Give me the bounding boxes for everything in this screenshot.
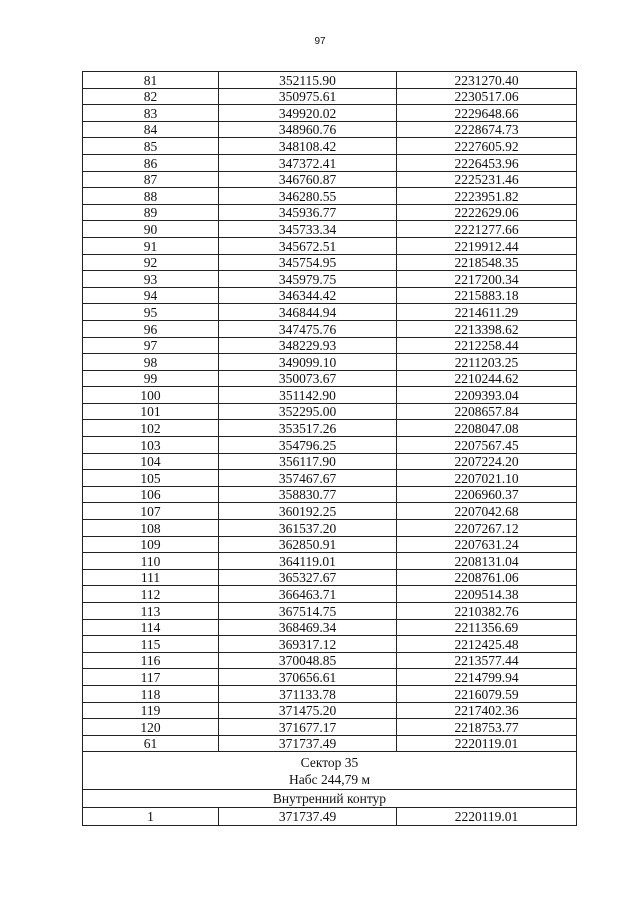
table-row xyxy=(83,619,577,636)
y-coordinate: 2208657.84 xyxy=(397,403,577,420)
y-coordinate: 2218548.35 xyxy=(397,254,577,271)
page-number: 97 xyxy=(314,36,326,47)
table-row xyxy=(83,437,577,454)
table-row xyxy=(83,486,577,503)
point-number: 87 xyxy=(83,171,219,188)
y-coordinate: 2213577.44 xyxy=(397,652,577,669)
y-coordinate: 2215883.18 xyxy=(397,287,577,304)
y-coordinate: 2208047.08 xyxy=(397,420,577,437)
x-coordinate: 371677.17 xyxy=(219,719,397,736)
y-coordinate: 2217200.34 xyxy=(397,271,577,288)
table-row xyxy=(83,470,577,487)
x-coordinate: 371737.49 xyxy=(219,735,397,752)
point-number: 99 xyxy=(83,370,219,387)
x-coordinate: 347372.41 xyxy=(219,154,397,171)
table-row xyxy=(83,287,577,304)
point-number: 103 xyxy=(83,437,219,454)
point-number: 114 xyxy=(83,619,219,636)
point-number: 110 xyxy=(83,553,219,570)
table-row xyxy=(83,403,577,420)
table-row xyxy=(83,453,577,470)
table-row xyxy=(83,636,577,653)
y-coordinate: 2218753.77 xyxy=(397,719,577,736)
y-coordinate: 2206960.37 xyxy=(397,486,577,503)
y-coordinate: 2216079.59 xyxy=(397,685,577,702)
table-row xyxy=(83,536,577,553)
x-coordinate: 345754.95 xyxy=(219,254,397,271)
point-number: 94 xyxy=(83,287,219,304)
table-row xyxy=(83,354,577,371)
y-coordinate: 2231270.40 xyxy=(397,72,577,89)
x-coordinate: 362850.91 xyxy=(219,536,397,553)
coordinates-table-body xyxy=(83,72,577,826)
y-coordinate: 2221277.66 xyxy=(397,221,577,238)
point-number: 89 xyxy=(83,204,219,221)
point-number: 82 xyxy=(83,88,219,105)
x-coordinate: 352115.90 xyxy=(219,72,397,89)
x-coordinate: 345733.34 xyxy=(219,221,397,238)
y-coordinate: 2212258.44 xyxy=(397,337,577,354)
y-coordinate: 2210382.76 xyxy=(397,603,577,620)
y-coordinate: 2207042.68 xyxy=(397,503,577,520)
table-row xyxy=(83,271,577,288)
table-row xyxy=(83,72,577,89)
table-row xyxy=(83,188,577,205)
y-coordinate: 2207021.10 xyxy=(397,470,577,487)
x-coordinate: 346760.87 xyxy=(219,171,397,188)
y-coordinate: 2211356.69 xyxy=(397,619,577,636)
table-row xyxy=(83,171,577,188)
x-coordinate: 370048.85 xyxy=(219,652,397,669)
point-number: 105 xyxy=(83,470,219,487)
point-number: 88 xyxy=(83,188,219,205)
y-coordinate: 2208761.06 xyxy=(397,569,577,586)
table-row xyxy=(83,586,577,603)
point-number: 81 xyxy=(83,72,219,89)
point-number: 106 xyxy=(83,486,219,503)
x-coordinate: 358830.77 xyxy=(219,486,397,503)
x-coordinate: 346344.42 xyxy=(219,287,397,304)
y-coordinate: 2214799.94 xyxy=(397,669,577,686)
y-coordinate: 2227605.92 xyxy=(397,138,577,155)
table-row xyxy=(83,685,577,702)
x-coordinate: 353517.26 xyxy=(219,420,397,437)
contour-row xyxy=(83,790,577,808)
point-number: 95 xyxy=(83,304,219,321)
x-coordinate: 352295.00 xyxy=(219,403,397,420)
table-row xyxy=(83,204,577,221)
table-row xyxy=(83,719,577,736)
x-coordinate: 350975.61 xyxy=(219,88,397,105)
x-coordinate: 360192.25 xyxy=(219,503,397,520)
table-row xyxy=(83,503,577,520)
y-coordinate: 2229648.66 xyxy=(397,105,577,122)
table-row xyxy=(83,337,577,354)
point-number: 91 xyxy=(83,237,219,254)
point-number: 97 xyxy=(83,337,219,354)
point-number: 104 xyxy=(83,453,219,470)
x-coordinate: 347475.76 xyxy=(219,320,397,337)
table-row xyxy=(83,237,577,254)
y-coordinate: 2207567.45 xyxy=(397,437,577,454)
point-number: 112 xyxy=(83,586,219,603)
table-row xyxy=(83,370,577,387)
x-coordinate: 346280.55 xyxy=(219,188,397,205)
x-coordinate: 357467.67 xyxy=(219,470,397,487)
x-coordinate: 369317.12 xyxy=(219,636,397,653)
x-coordinate: 354796.25 xyxy=(219,437,397,454)
sector-title: Сектор 35 xyxy=(300,755,359,771)
point-number: 115 xyxy=(83,636,219,653)
table-row xyxy=(83,420,577,437)
y-coordinate: 2220119.01 xyxy=(397,808,577,826)
x-coordinate: 371737.49 xyxy=(219,808,397,826)
point-number: 102 xyxy=(83,420,219,437)
point-number: 109 xyxy=(83,536,219,553)
y-coordinate: 2225231.46 xyxy=(397,171,577,188)
point-number: 90 xyxy=(83,221,219,238)
table-row xyxy=(83,304,577,321)
sector-height: Набс 244,79 м xyxy=(288,772,371,788)
table-row xyxy=(83,702,577,719)
x-coordinate: 349920.02 xyxy=(219,105,397,122)
x-coordinate: 371475.20 xyxy=(219,702,397,719)
y-coordinate: 2213398.62 xyxy=(397,320,577,337)
table-row xyxy=(83,603,577,620)
point-number: 86 xyxy=(83,154,219,171)
x-coordinate: 356117.90 xyxy=(219,453,397,470)
y-coordinate: 2208131.04 xyxy=(397,553,577,570)
x-coordinate: 350073.67 xyxy=(219,370,397,387)
x-coordinate: 349099.10 xyxy=(219,354,397,371)
table-row xyxy=(83,569,577,586)
table-row xyxy=(83,121,577,138)
point-number: 113 xyxy=(83,603,219,620)
y-coordinate: 2209514.38 xyxy=(397,586,577,603)
point-number: 92 xyxy=(83,254,219,271)
contour-label: Внутренний контур xyxy=(83,790,577,808)
point-number: 111 xyxy=(83,569,219,586)
table-row xyxy=(83,735,577,752)
x-coordinate: 365327.67 xyxy=(219,569,397,586)
table-row xyxy=(83,105,577,122)
y-coordinate: 2214611.29 xyxy=(397,304,577,321)
y-coordinate: 2222629.06 xyxy=(397,204,577,221)
point-number: 85 xyxy=(83,138,219,155)
x-coordinate: 370656.61 xyxy=(219,669,397,686)
y-coordinate: 2217402.36 xyxy=(397,702,577,719)
coordinates-table xyxy=(82,71,577,826)
y-coordinate: 2211203.25 xyxy=(397,354,577,371)
x-coordinate: 364119.01 xyxy=(219,553,397,570)
x-coordinate: 367514.75 xyxy=(219,603,397,620)
x-coordinate: 361537.20 xyxy=(219,520,397,537)
y-coordinate: 2219912.44 xyxy=(397,237,577,254)
y-coordinate: 2210244.62 xyxy=(397,370,577,387)
x-coordinate: 366463.71 xyxy=(219,586,397,603)
y-coordinate: 2207224.20 xyxy=(397,453,577,470)
point-number: 100 xyxy=(83,387,219,404)
table-row xyxy=(83,138,577,155)
table-row xyxy=(83,669,577,686)
x-coordinate: 351142.90 xyxy=(219,387,397,404)
y-coordinate: 2207267.12 xyxy=(397,520,577,537)
point-number: 1 xyxy=(83,808,219,826)
point-number: 101 xyxy=(83,403,219,420)
y-coordinate: 2230517.06 xyxy=(397,88,577,105)
point-number: 83 xyxy=(83,105,219,122)
table-row xyxy=(83,254,577,271)
table-row xyxy=(83,808,577,826)
point-number: 116 xyxy=(83,652,219,669)
point-number: 98 xyxy=(83,354,219,371)
table-row xyxy=(83,520,577,537)
table-row xyxy=(83,221,577,238)
y-coordinate: 2207631.24 xyxy=(397,536,577,553)
x-coordinate: 348108.42 xyxy=(219,138,397,155)
table-row xyxy=(83,553,577,570)
x-coordinate: 346844.94 xyxy=(219,304,397,321)
x-coordinate: 345672.51 xyxy=(219,237,397,254)
point-number: 120 xyxy=(83,719,219,736)
table-row xyxy=(83,652,577,669)
point-number: 107 xyxy=(83,503,219,520)
table-row xyxy=(83,320,577,337)
y-coordinate: 2212425.48 xyxy=(397,636,577,653)
y-coordinate: 2209393.04 xyxy=(397,387,577,404)
point-number: 61 xyxy=(83,735,219,752)
table-row xyxy=(83,88,577,105)
point-number: 117 xyxy=(83,669,219,686)
sector-cell xyxy=(83,752,577,790)
point-number: 93 xyxy=(83,271,219,288)
x-coordinate: 368469.34 xyxy=(219,619,397,636)
y-coordinate: 2223951.82 xyxy=(397,188,577,205)
point-number: 108 xyxy=(83,520,219,537)
point-number: 119 xyxy=(83,702,219,719)
point-number: 96 xyxy=(83,320,219,337)
table-row xyxy=(83,154,577,171)
y-coordinate: 2226453.96 xyxy=(397,154,577,171)
x-coordinate: 348960.76 xyxy=(219,121,397,138)
x-coordinate: 345979.75 xyxy=(219,271,397,288)
x-coordinate: 345936.77 xyxy=(219,204,397,221)
point-number: 84 xyxy=(83,121,219,138)
sector-row xyxy=(83,752,577,790)
y-coordinate: 2220119.01 xyxy=(397,735,577,752)
x-coordinate: 371133.78 xyxy=(219,685,397,702)
table-row xyxy=(83,387,577,404)
y-coordinate: 2228674.73 xyxy=(397,121,577,138)
point-number: 118 xyxy=(83,685,219,702)
x-coordinate: 348229.93 xyxy=(219,337,397,354)
